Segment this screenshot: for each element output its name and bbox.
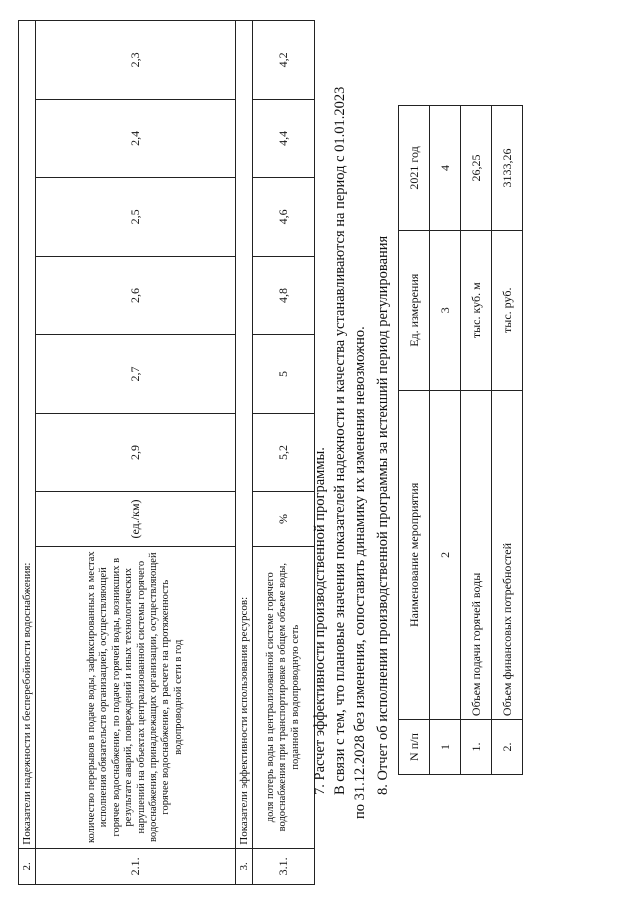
table-row — [36, 21, 236, 885]
indicators-table — [18, 20, 315, 885]
value-cell: 5,2 — [253, 413, 315, 492]
table-row — [461, 106, 492, 775]
activity-name: Объем подачи горячей воды — [461, 390, 492, 719]
index-cell: 2 — [430, 390, 461, 719]
unit-cell: тыс. руб. — [492, 230, 523, 390]
value-cell: 3133,26 — [492, 106, 523, 231]
indicator-description: количество перерывов в подаче воды, зафиксированных в местах исполнения обязательств организацией, осуществляющей горячее водоснабжение, по подаче горячей воды, возникших в результате аварий, повреждений и иных технологических нарушений на объектах централизованной системы горячего водоснабжения, принадлежащих организации, осуществляющей горячее водоснабжение, в расчете на протяженность водопроводной сети в год — [36, 546, 236, 848]
value-cell: 4,8 — [253, 256, 315, 335]
table-header-row — [399, 106, 430, 775]
value-cell: 4,2 — [253, 21, 315, 100]
index-cell: 1 — [430, 720, 461, 775]
indicator-description: доля потерь воды в централизованной системе горячего водоснабжения при транспортировке в общем объеме воды, поданной в водопроводную сеть — [253, 546, 315, 848]
section-number: 3. — [236, 848, 253, 884]
activity-name: Объем финансовых потребностей — [492, 390, 523, 719]
column-header: Наименование мероприятия — [399, 390, 430, 719]
section-3-row — [236, 21, 253, 885]
table-row — [253, 21, 315, 885]
row-number: 1. — [461, 720, 492, 775]
value-cell: 2,3 — [36, 21, 236, 100]
value-cell: 2,7 — [36, 335, 236, 414]
value-cell: 5 — [253, 335, 315, 414]
unit-cell: тыс. куб. м — [461, 230, 492, 390]
value-cell: 26,25 — [461, 106, 492, 231]
unit-cell: (ед./км) — [36, 492, 236, 546]
index-cell: 4 — [430, 106, 461, 231]
section-2-row — [19, 21, 36, 885]
value-cell: 4,6 — [253, 178, 315, 257]
section-7-heading: 7. Расчет эффективности производственной программы. — [312, 447, 328, 795]
program-report-table — [398, 105, 523, 775]
section-8-heading: 8. Отчет об исполнении производственной программы за истекший период регулирования — [375, 235, 391, 795]
value-cell: 2,4 — [36, 99, 236, 178]
table-index-row — [430, 106, 461, 775]
value-cell: 4,4 — [253, 99, 315, 178]
section-number: 2. — [19, 848, 36, 884]
unit-cell: % — [253, 492, 315, 546]
value-cell: 2,6 — [36, 256, 236, 335]
section-title: Показатели надежности и бесперебойности водоснабжения: — [19, 21, 36, 849]
column-header: N п/п — [399, 720, 430, 775]
section-title: Показатели эффективности использования ресурсов: — [236, 21, 253, 849]
column-header: Ед. измерения — [399, 230, 430, 390]
table-row — [492, 106, 523, 775]
section-7-line-1: В связи с тем, что плановые значения показателей надежности и качества устанавливаются на период с 01.01.2023 — [332, 86, 348, 795]
row-number: 2.1. — [36, 848, 236, 884]
column-header: 2021 год — [399, 106, 430, 231]
value-cell: 2,9 — [36, 413, 236, 492]
row-number: 3.1. — [253, 848, 315, 884]
value-cell: 2,5 — [36, 178, 236, 257]
index-cell: 3 — [430, 230, 461, 390]
row-number: 2. — [492, 720, 523, 775]
section-7-line-2: по 31.12.2028 без изменения, сопоставить динамику их изменения невозможно. — [352, 326, 368, 819]
